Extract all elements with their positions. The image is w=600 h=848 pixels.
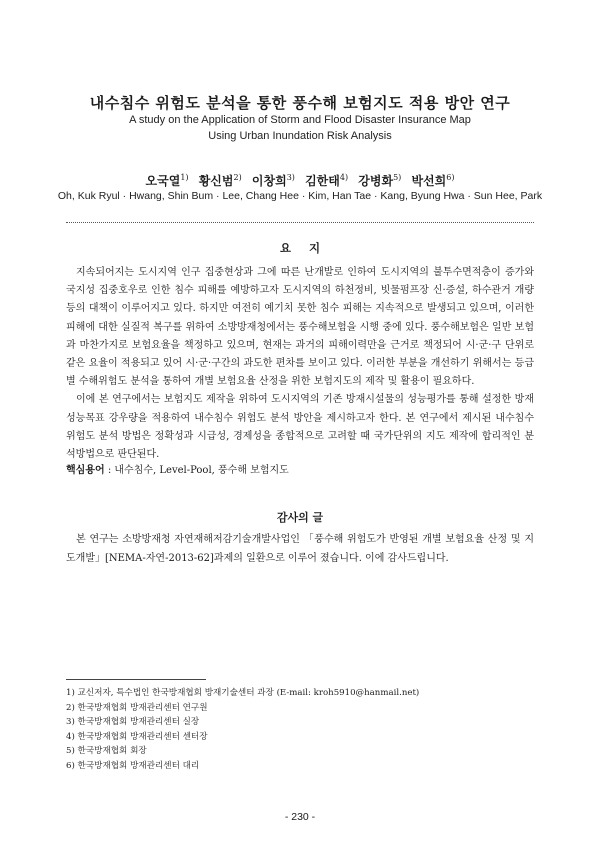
footnote: 2) 한국방재협회 방재관리센터 연구원 bbox=[66, 702, 208, 713]
author: 황신범$^{2)}$ bbox=[198, 173, 242, 188]
page-number: - 230 - bbox=[284, 811, 316, 823]
author: 강병화$^{5)}$ bbox=[358, 173, 402, 188]
footnote: 4) 한국방재협회 방재관리센터 센터장 bbox=[66, 731, 208, 742]
dotted-divider bbox=[66, 222, 534, 223]
abstract-paragraph: 이에 본 연구에서는 보험지도 제작을 위하여 도시지역의 기존 방재시설물의 성능평가를 통해 설정한 방재성능목표 강우량을 적용하여 내수침수 위험도 분석 방안을 제시하고자 한다. 본 연구에서 제시된 내수침수 위험도 분석 방법은 정확성과 시급성, 경제성을 종합적으로 고려할 때 국가단위의 지도 제작에 합리적인 분석방법으로 판단된다. bbox=[66, 394, 534, 461]
keywords bbox=[66, 461, 534, 476]
author: 이창희$^{3)}$ bbox=[251, 173, 295, 188]
author: 박선희$^{6)}$ bbox=[411, 173, 455, 188]
footnote: 1) 교신저자, 특수법인 한국방재협회 방재기술센터 과장 (E-mail: kroh5910@hanmail.net) bbox=[66, 688, 420, 698]
title-english bbox=[0, 112, 600, 144]
authors-korean bbox=[0, 172, 600, 189]
footnote: 6) 한국방재협회 방재관리센터 대리 bbox=[66, 760, 200, 771]
title-korean: 내수침수 위험도 분석을 통한 풍수해 보험지도 적용 방안 연구 bbox=[89, 94, 511, 112]
footnote-divider bbox=[66, 679, 206, 680]
abstract-paragraph: 지속되어지는 도시지역 인구 집중현상과 그에 따른 난개발로 인하여 도시지역의 불투수면적층이 증가와 국지성 집중호우로 인한 침수 피해를 예방하고자 도시지역의 하천정비, 빗물펌프장 신·증설, 하수관거 개량 등의 대책이 이루어지고 있다. 하지만 여전히 예기치 못한 침수 피해는 지속적으로 발생되고 있으며, 이러한 피해에 대한 실질적 복구를 위하여 소방방재청에서는 풍수해보험을 시행 중에 있다. 풍수해보험은 일반 보험과 마찬가지로 보험요율을 책정하고 있으며, 현재는 과거의 피해이력만을 근거로 책정되어 시·군·구 단위로 같은 요율이 적용되고 있어 시·군·구간의 과도한 편차를 보이고 있다. 이러한 부분을 개선하기 위해서는 등급별 수해위험도 분석을 통하여 개별 보험요율 산정을 위한 보험지도의 제작 및 활용이 필요하다. bbox=[66, 267, 534, 388]
abstract-heading: 요 지 bbox=[279, 241, 321, 255]
acknowledgement-paragraph: 본 연구는 소방방재청 자연재해저감기술개발사업인 「풍수해 위험도가 반영된 개별 보험요율 산정 및 지도개발」[NEMA-자연-2013-62]과제의 일환으로 이루어 졌습니다. 이에 감사드립니다. bbox=[66, 534, 534, 564]
footnote: 5) 한국방재협회 회장 bbox=[66, 746, 147, 757]
author: 오국열$^{1)}$ bbox=[145, 173, 189, 188]
title-english-line-1: A study on the Application of Storm and Flood Disaster Insurance Map bbox=[129, 114, 471, 126]
footnote: 3) 한국방재협회 방재관리센터 실장 bbox=[66, 717, 200, 728]
acknowledgement-heading: 감사의 글 bbox=[276, 511, 324, 524]
footnotes bbox=[66, 686, 534, 774]
title-english-line-2: Using Urban Inundation Risk Analysis bbox=[208, 130, 392, 142]
keywords-separator: : bbox=[107, 465, 115, 476]
authors-english: Oh, Kuk Ryul · Hwang, Shin Bum · Lee, Chang Hee · Kim, Han Tae · Kang, Byung Hwa · Sun Hee, Park bbox=[57, 190, 543, 202]
abstract-body bbox=[66, 264, 534, 464]
author: 김한태$^{4)}$ bbox=[305, 173, 349, 188]
keywords-value: 내수침수, Level-Pool, 풍수해 보험지도 bbox=[114, 465, 289, 476]
acknowledgement-body bbox=[66, 531, 534, 568]
keywords-label: 핵심용어 bbox=[66, 465, 105, 476]
